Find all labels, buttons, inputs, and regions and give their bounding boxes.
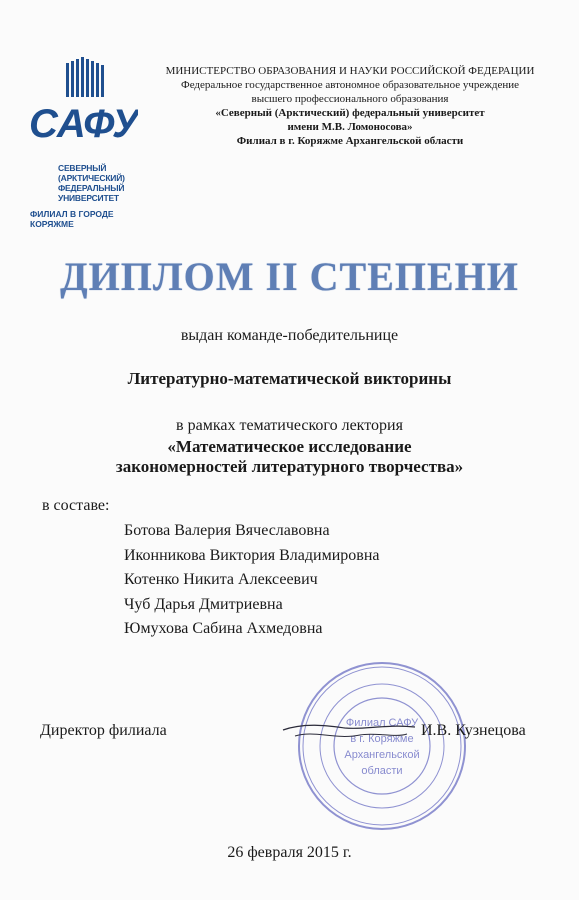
member-name: Юмухова Сабина Ахмедовна (124, 620, 323, 637)
header-line: Федеральное государственное автономное образовательное учреждение (181, 79, 519, 91)
director-signature (275, 700, 425, 760)
ministry-line: МИНИСТЕРСТВО ОБРАЗОВАНИЯ И НАУКИ РОССИЙСКОЙ ФЕДЕРАЦИИ (165, 65, 535, 77)
within-line: в рамках тематического лектория (176, 417, 403, 434)
issue-date: 26 февраля 2015 г. (227, 844, 352, 861)
logo-line: СЕВЕРНЫЙ (58, 163, 107, 173)
logo-branch: ФИЛИАЛ В ГОРОДЕ КОРЯЖМЕ (30, 209, 114, 229)
logo-line: (АРКТИЧЕСКИЙ) (58, 173, 125, 183)
logo-wordmark: САФУ (30, 102, 138, 146)
issued-to: выдан команде-победительнице (180, 327, 399, 344)
diploma-title: ДИПЛОМ II СТЕПЕНИ (60, 254, 519, 299)
stamp-line: Филиал САФУ (345, 717, 419, 729)
stamp-line: Архангельской (344, 749, 420, 761)
branch-name: Филиал в г. Коряжме Архангельской области (236, 135, 464, 147)
logo-line: УНИВЕРСИТЕТ (58, 193, 119, 203)
theme-line: закономерностей литературного творчества» (115, 457, 464, 476)
composition-label: в составе: (42, 497, 110, 514)
header-line: высшего профессионального образования (251, 93, 449, 105)
member-name: Котенко Никита Алексеевич (124, 571, 318, 588)
institution-header (150, 64, 550, 148)
member-name: Иконникова Виктория Владимировна (124, 546, 380, 564)
member-name: Ботова Валерия Вячеславовна (124, 522, 330, 539)
contest-name: Литературно-математической викторины (127, 369, 452, 388)
logo-line: ФЕДЕРАЛЬНЫЙ (58, 183, 125, 193)
director-name: И.В. Кузнецова (421, 722, 526, 739)
theme-line: «Математическое исследование (167, 437, 412, 456)
university-named: имени М.В. Ломоносова» (287, 121, 413, 133)
director-label: Директор филиала (40, 722, 167, 739)
logo-caption (30, 163, 138, 229)
stamp-line: в г. Коряжме (350, 733, 414, 745)
member-name: Чуб Дарья Дмитриевна (124, 595, 283, 613)
member-list (124, 522, 379, 645)
stamp-line: области (361, 765, 403, 777)
logo-emblem-icon (30, 55, 138, 161)
university-logo (30, 55, 138, 229)
university-name: «Северный (Арктический) федеральный университет (215, 107, 485, 119)
